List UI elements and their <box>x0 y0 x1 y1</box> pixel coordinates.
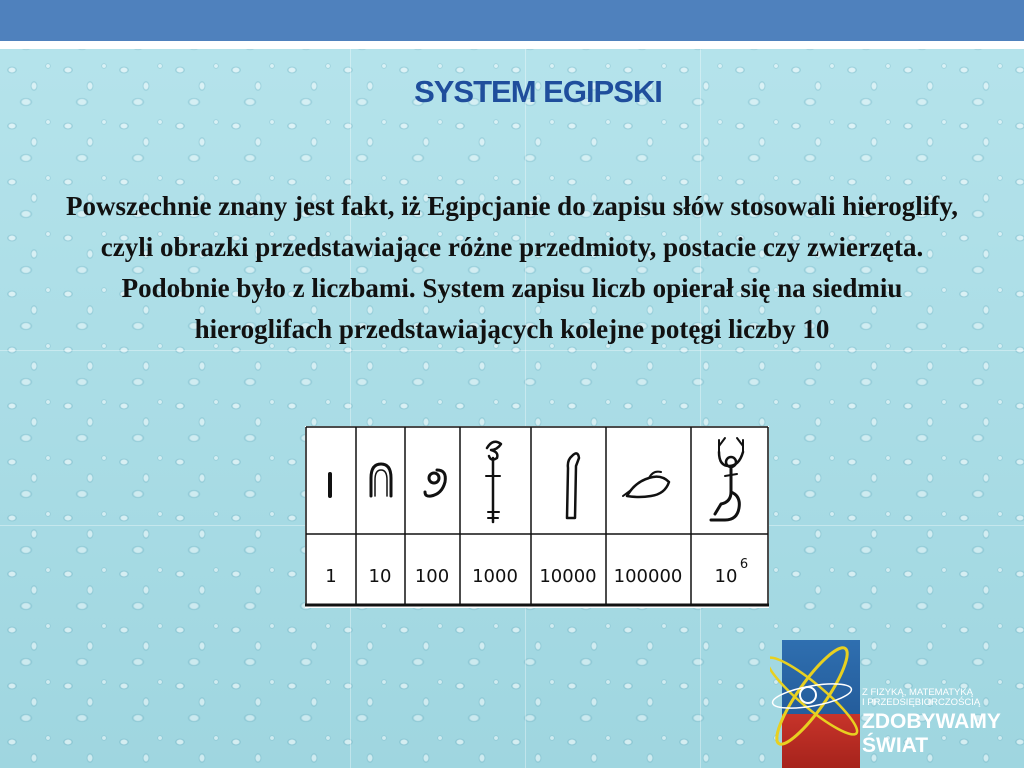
value-exponent: 6 <box>739 557 749 572</box>
top-stripe <box>0 41 1024 49</box>
value-label: 10000 <box>539 566 597 587</box>
value-label: 1 <box>325 566 337 587</box>
logo-title <box>862 710 1022 758</box>
value-label: 10 <box>714 566 738 587</box>
value-label: 10 <box>368 566 392 587</box>
background-grid-line <box>700 49 701 768</box>
background-grid-line <box>525 49 526 768</box>
logo-title-line1: ZDOBYWAMY <box>862 710 1001 733</box>
slide-title: SYSTEM EGIPSKI <box>414 74 662 109</box>
logo-tagline <box>862 688 1022 708</box>
background-grid-line <box>350 49 351 768</box>
top-bar <box>0 0 1024 41</box>
globe-icon <box>799 686 817 704</box>
value-label: 1000 <box>472 566 518 587</box>
project-logo <box>770 624 1024 768</box>
logo-title-line2: ŚWIAT <box>862 734 929 757</box>
logo-tagline-line2: I PRZEDSIĘBIORCZOŚCIĄ <box>862 697 981 708</box>
value-label: 100000 <box>613 566 683 587</box>
background-grid-line <box>0 350 1024 351</box>
logo-tagline-line1: Z FIZYKĄ, MATEMATYKĄ <box>862 687 974 698</box>
slide-paragraph: Powszechnie znany jest fakt, iż Egipcjanie do zapisu słów stosowali hieroglify, czyli obrazki przedstawiające różne przedmioty, postacie czy zwierzęta. Podobnie było z liczbami. System zapisu liczb opierał się na siedmiu hieroglifach przedstawiających kolejne potęgi liczby 10 <box>65 191 958 344</box>
value-label: 100 <box>414 566 450 587</box>
hieroglyph-table <box>305 426 769 608</box>
